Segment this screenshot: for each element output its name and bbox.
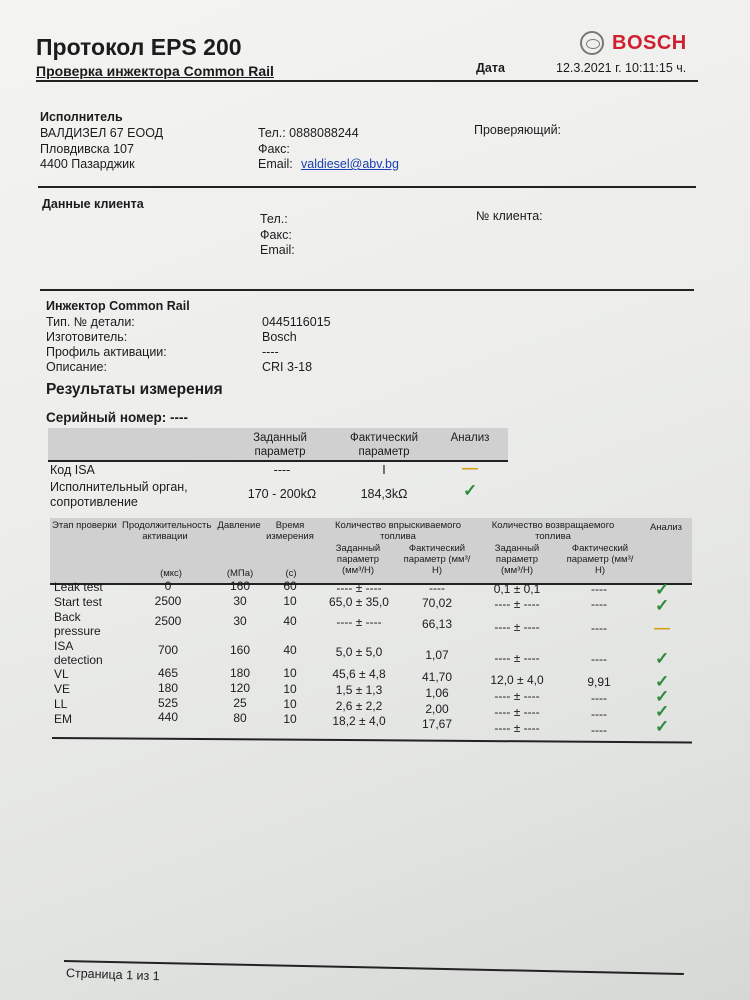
row-inj-set: ---- ± ---- [336,581,382,595]
row-pressure: 25 [233,696,247,710]
row-time: 10 [283,697,297,711]
row-pressure: 180 [229,666,251,680]
row-inj-act: 41,70 [421,670,453,684]
row-ret-set: ---- ± ---- [494,721,540,735]
client-fax: Факс: [260,228,292,242]
injector-label: Профиль активации: [46,345,167,359]
check-icon: ✓ [655,649,670,668]
row-inj-act: ---- [429,581,445,595]
check-icon: ✓ [655,580,670,599]
executor-heading: Исполнитель [40,110,123,124]
isa-row-name: Исполнительный орган, сопротивление [50,480,188,509]
executor-email-link[interactable]: valdiesel@abv.bg [301,157,399,171]
injector-value: ---- [262,345,279,359]
executor-phone: Тел.: 0888088244 [258,126,359,140]
row-inj-act: 1,07 [425,648,449,662]
injector-label: Описание: [46,360,107,374]
row-duration: 180 [157,681,179,695]
row-ret-set: ---- ± ---- [494,705,540,719]
row-ret-set: ---- ± ---- [494,597,540,611]
row-inj-set: 2,6 ± 2,2 [335,699,383,713]
row-time: 40 [283,643,297,657]
row-ret-act: 9,91 [587,675,611,689]
row-inj-act: 1,06 [425,686,449,700]
row-time: 10 [283,666,297,680]
bosch-logo-icon [580,31,604,55]
executor-fax: Факс: [258,142,290,156]
page-subtitle: Проверка инжектора Common Rail [36,63,274,79]
row-duration: 440 [157,710,179,724]
row-ret-set: ---- ± ---- [494,620,540,634]
row-time: 10 [283,682,297,696]
row-inj-act: 2,00 [425,702,449,716]
row-pressure: 160 [229,643,251,657]
row-ret-set: ---- ± ---- [494,651,540,665]
col-inj-set: Заданный параметр (мм³/Н) [335,543,381,576]
date-label: Дата [476,61,505,75]
unit-pressure: (МПа) [226,568,254,579]
check-icon: ✓ [655,672,670,691]
row-ret-act: ---- [591,582,607,596]
unit-time: (с) [285,568,297,579]
executor-name: ВАЛДИЗЕЛ 67 ЕООД [40,126,164,140]
brand-name: BOSCH [612,32,687,54]
injector-value: 0445116015 [262,315,331,329]
row-ret-set: 0,1 ± 0,1 [493,582,541,596]
check-icon: ✓ [655,687,670,706]
injector-value: CRI 3-18 [262,360,313,374]
injector-label: Тип. № детали: [46,315,135,329]
row-duration: 525 [157,696,179,710]
row-duration: 465 [157,666,179,680]
isa-col-set: Заданный параметр [253,432,307,458]
checker-label: Проверяющий: [474,123,562,137]
col-pressure: Давление [217,520,261,531]
client-phone: Тел.: [260,212,288,226]
client-number: № клиента: [476,209,543,223]
row-duration: 2500 [154,594,182,608]
injector-heading: Инжектор Common Rail [46,299,190,313]
results-heading: Результаты измерения [46,381,223,398]
isa-header-line [48,460,508,462]
row-stage: VE [54,682,71,696]
header-divider [36,80,698,82]
row-inj-set: 18,2 ± 4,0 [332,714,386,728]
row-ret-act: ---- [591,652,607,666]
row-time: 10 [283,712,297,726]
col-ret-act: Фактический параметр (мм³/Н) [566,543,634,576]
isa-row-actual: 184,3kΩ [360,487,408,501]
injector-label: Изготовитель: [46,330,128,344]
row-pressure: 30 [233,614,247,628]
client-heading: Данные клиента [42,197,144,211]
isa-row-actual: I [382,463,386,477]
col-injected: Количество впрыскиваемого топлива [334,520,462,542]
row-inj-act: 17,67 [421,717,453,731]
row-stage: ISA detection [54,639,103,667]
client-divider [40,289,694,291]
row-ret-set: 12,0 ± 4,0 [490,673,544,687]
warning-dash-icon: — [462,460,478,477]
row-inj-set: 65,0 ± 35,0 [329,595,389,609]
row-ret-act: ---- [591,707,607,721]
row-stage: Back pressure [54,610,101,638]
row-time: 40 [283,614,297,628]
row-ret-act: ---- [591,597,607,611]
injector-value: Bosch [262,330,297,344]
executor-divider [38,186,696,188]
row-pressure: 160 [229,579,251,593]
row-ret-act: ---- [591,691,607,705]
check-icon: ✓ [463,481,478,500]
check-icon: ✓ [655,702,670,721]
isa-row-name: Код ISA [50,463,95,477]
executor-email-label: Email: [258,157,293,171]
row-stage: LL [54,697,68,711]
row-inj-act: 70,02 [421,596,453,610]
row-time: 10 [283,594,297,608]
row-pressure: 120 [229,681,251,695]
check-icon: ✓ [655,717,670,736]
date-value: 12.3.2021 г. 10:11:15 ч. [556,61,687,75]
col-ret-set: Заданный параметр (мм³/Н) [494,543,540,576]
row-time: 60 [283,579,297,593]
col-analysis: Анализ [649,522,683,533]
row-duration: 0 [164,579,172,593]
col-duration: Продолжительность активации [122,520,212,542]
row-stage: EM [54,712,72,726]
executor-street: Пловдивска 107 [40,142,134,156]
isa-row-set: 170 - 200kΩ [247,487,317,501]
serial-number: Серийный номер: ---- [46,410,189,425]
row-duration: 2500 [154,614,182,628]
row-stage: VL [54,667,69,681]
main-table-bottom-line [52,737,692,743]
isa-col-analysis: Анализ [450,432,490,444]
row-inj-set: 1,5 ± 1,3 [335,683,383,697]
row-inj-set: 5,0 ± 5,0 [335,645,383,659]
row-inj-set: 45,6 ± 4,8 [332,667,386,681]
isa-col-actual: Фактический параметр [349,432,418,458]
client-email: Email: [260,243,295,257]
row-inj-act: 66,13 [421,617,453,631]
warning-dash-icon: — [654,620,670,637]
col-returned: Количество возвращаемого топлива [491,520,615,542]
row-ret-set: ---- ± ---- [494,689,540,703]
col-stage: Этап проверки [52,520,117,531]
unit-duration: (мкс) [160,568,182,579]
row-stage: Start test [54,595,103,609]
page-number: Страница 1 из 1 [65,966,160,984]
page-title: Протокол EPS 200 [36,34,242,60]
row-ret-act: ---- [591,621,607,635]
row-pressure: 30 [233,594,247,608]
row-ret-act: ---- [591,723,607,737]
col-time: Время измерения [266,520,314,542]
row-stage: Leak test [54,580,103,594]
isa-row-set: ---- [273,463,291,477]
row-pressure: 80 [233,711,247,725]
executor-city: 4400 Пазарджик [40,157,135,171]
row-inj-set: ---- ± ---- [336,615,382,629]
check-icon: ✓ [655,596,670,615]
col-inj-act: Фактический параметр (мм³/Н) [403,543,471,576]
row-duration: 700 [157,643,179,657]
